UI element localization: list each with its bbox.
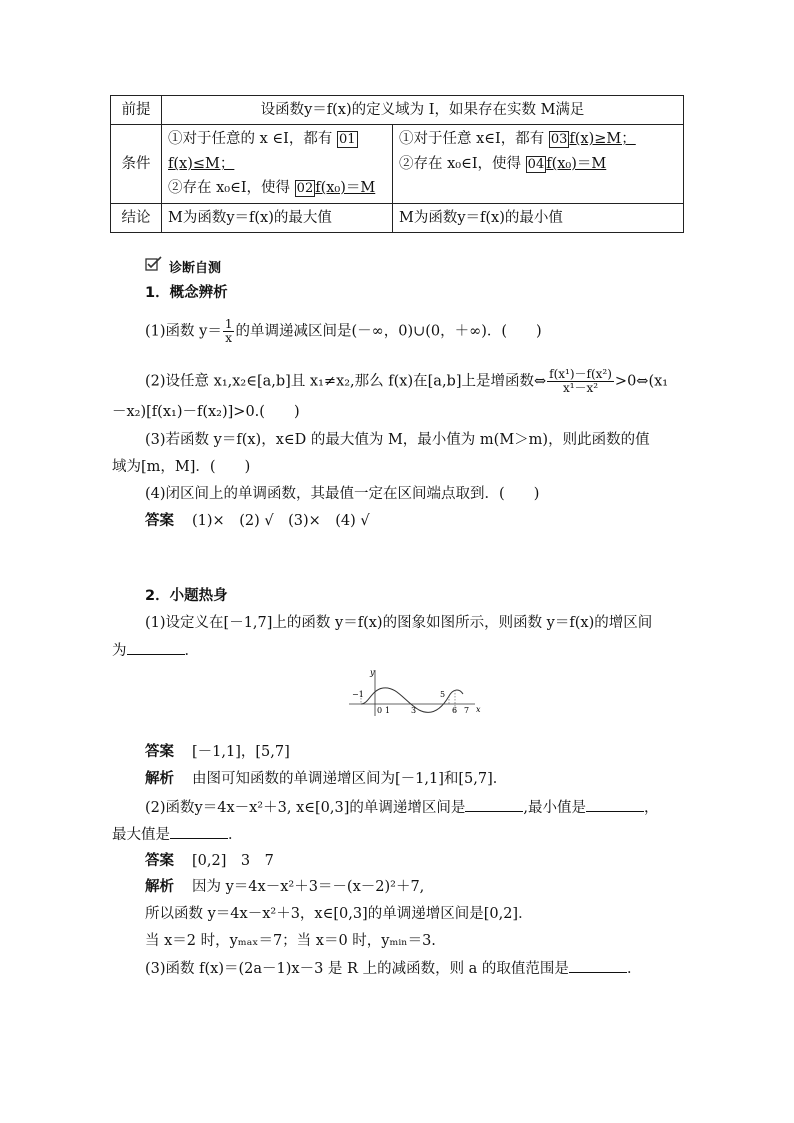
question-2 xyxy=(145,368,668,395)
cond-max-line1b: f(x)≤M； xyxy=(168,156,235,172)
problem-2-line2: 最大值是 ． xyxy=(112,824,243,845)
cond-min-line1: ①对于任意 x∈I，都有 xyxy=(399,131,545,147)
solution-label: 解析 xyxy=(145,771,174,787)
section-2-title: 2．小题热身 xyxy=(145,588,228,604)
answer-label: 答案 xyxy=(145,744,174,760)
answer-p2 xyxy=(145,851,274,871)
answer-p2-text: [0,2] 3 7 xyxy=(192,853,274,869)
label-y: y xyxy=(370,668,375,677)
function-graph xyxy=(345,666,485,724)
answer-box-03: 03 xyxy=(550,132,568,147)
question-4: (4)闭区间上的单调函数，其最值一定在区间端点取到．( ) xyxy=(145,486,540,502)
label-x: x xyxy=(476,705,481,714)
label-0: 0 xyxy=(377,706,383,715)
table-row-premise xyxy=(111,96,684,125)
checkbox-pencil-icon xyxy=(145,256,163,276)
solution-p2-line2: 所以函数 y＝4x－x²＋3，x∈[0,3]的单调递增区间是[0,2]． xyxy=(145,906,533,922)
q2-fraction xyxy=(547,368,614,395)
q1-numerator: 1 xyxy=(224,317,233,331)
condition-max-cell xyxy=(162,125,393,204)
section-1-title: 1．概念辨析 xyxy=(145,285,228,301)
cond-max-line2b: f(x₀)＝M xyxy=(315,180,376,196)
label-7: 7 xyxy=(464,706,470,715)
answer-1 xyxy=(145,511,370,531)
conclusion-min: M为函数y＝f(x)的最小值 xyxy=(393,204,684,233)
answer-1-text: (1)× (2) √ (3)× (4) √ xyxy=(192,513,370,529)
cond-min-line2: ②存在 x₀∈I，使得 xyxy=(399,156,522,172)
answer-p1-text: [－1,1]，[5,7] xyxy=(192,744,290,760)
solution-p2-text1: 因为 y＝4x－x²＋3＝－(x－2)²＋7, xyxy=(192,879,425,895)
definition-table xyxy=(110,95,684,233)
cond-max-line1: ①对于任意的 x ∈I，都有 xyxy=(168,131,333,147)
cond-max-line2: ②存在 x₀∈I，使得 xyxy=(168,180,291,196)
answer-blank[interactable] xyxy=(569,958,627,973)
p2-text-b: ,最小值是 xyxy=(523,800,586,816)
p2-text-d: 最大值是 xyxy=(112,827,170,843)
diagnostic-heading xyxy=(145,256,221,276)
q1-text-a: (1)函数 y＝ xyxy=(145,323,222,340)
label-3: 3 xyxy=(411,706,417,715)
answer-label: 答案 xyxy=(145,853,174,869)
solution-p2-line1 xyxy=(145,877,424,897)
question-1 xyxy=(145,318,542,345)
q2-text-b: >0⇔(x₁ xyxy=(614,373,669,390)
q1-text-b: 的单调递减区间是(－∞，0)∪(0，＋∞)．( ) xyxy=(235,323,542,340)
q2-text-a: (2)设任意 x₁,x₂∈[a,b]且 x₁≠x₂,那么 f(x)在[a,b]上是增函数⇔ xyxy=(145,373,547,390)
problem-1-line1: (1)设定义在[－1,7]上的函数 y＝f(x)的图象如图所示，则函数 y＝f(x)的增区间 xyxy=(145,615,653,631)
answer-label: 答案 xyxy=(145,513,174,529)
answer-blank[interactable] xyxy=(586,797,644,812)
answer-box-02: 02 xyxy=(296,181,314,196)
answer-blank[interactable] xyxy=(465,797,523,812)
label-1: 1 xyxy=(385,706,391,715)
label-minus1: −1 xyxy=(352,690,364,699)
problem-1-line2: 为 ． xyxy=(112,640,199,661)
cond-min-line1b: f(x)≥M； xyxy=(569,131,636,147)
answer-box-01: 01 xyxy=(338,132,356,147)
premise-label: 前提 xyxy=(111,96,162,125)
conclusion-max: M为函数y＝f(x)的最大值 xyxy=(162,204,393,233)
cond-min-line2b: f(x₀)＝M xyxy=(546,156,607,172)
question-3-line2: 域为[m，M]．( ) xyxy=(112,459,251,475)
solution-label: 解析 xyxy=(145,879,174,895)
p3-text: (3)函数 f(x)＝(2a－1)x－3 是 R 上的减函数，则 a 的取值范围是 xyxy=(145,961,569,977)
q1-denominator: x xyxy=(225,331,233,345)
answer-blank[interactable] xyxy=(127,640,185,655)
p2-text-c: ， xyxy=(643,800,659,816)
answer-p1 xyxy=(145,742,290,762)
question-3-line1: (3)若函数 y＝f(x)，x∈D 的最大值为 M，最小值为 m(M＞m)，则此函数的值 xyxy=(145,432,650,448)
solution-p2-line3: 当 x＝2 时，yₘₐₓ＝7；当 x＝0 时，yₘᵢₙ＝3. xyxy=(145,933,436,949)
p1-text-b: 为 xyxy=(112,643,127,659)
table-row-conclusion xyxy=(111,204,684,233)
answer-box-04: 04 xyxy=(527,157,545,172)
condition-label: 条件 xyxy=(111,125,162,204)
p2-text-a: (2)函数y＝4x－x²＋3, x∈[0,3]的单调递增区间是 xyxy=(145,800,466,816)
q2-denominator: x¹－x² xyxy=(562,381,599,395)
diagnostic-title: 诊断自测 xyxy=(169,260,222,276)
solution-p1-text: 由图可知函数的单调递增区间为[－1,1]和[5,7]． xyxy=(192,771,508,787)
table-row-condition xyxy=(111,125,684,204)
solution-p1 xyxy=(145,769,507,789)
question-2-cont: －x₂)[f(x₁)－f(x₂)]>0.( ) xyxy=(112,404,300,420)
q1-fraction xyxy=(223,318,235,345)
label-6: 6 xyxy=(452,706,458,715)
condition-min-cell xyxy=(393,125,684,204)
problem-2-line1 xyxy=(145,797,658,818)
conclusion-label: 结论 xyxy=(111,204,162,233)
premise-text: 设函数y＝f(x)的定义域为 I，如果存在实数 M满足 xyxy=(162,96,684,125)
q2-numerator: f(x¹)－f(x²) xyxy=(549,367,612,381)
label-5: 5 xyxy=(440,690,446,699)
answer-blank[interactable] xyxy=(170,824,228,839)
problem-3: (3)函数 f(x)＝(2a－1)x－3 是 R 上的减函数，则 a 的取值范围是 ． xyxy=(145,958,641,979)
